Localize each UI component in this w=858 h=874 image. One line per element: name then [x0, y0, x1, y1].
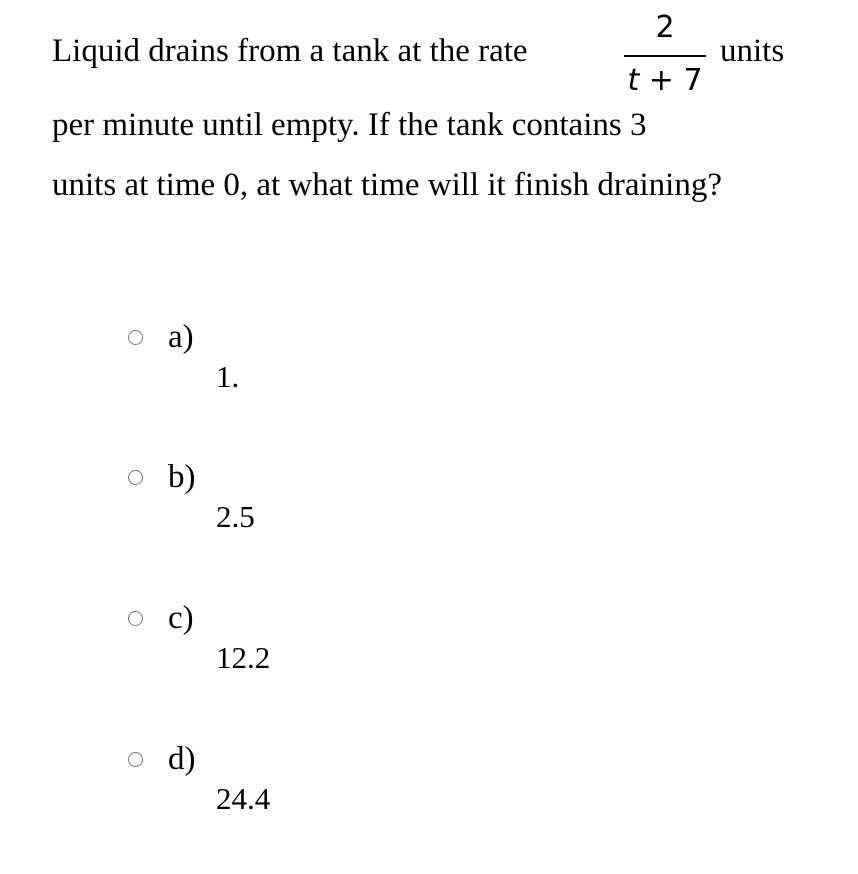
- radio-button-b[interactable]: [128, 470, 143, 485]
- answer-option-b[interactable]: [128, 457, 428, 567]
- answer-option-d[interactable]: [128, 739, 428, 849]
- option-label-a: a): [168, 319, 194, 355]
- radio-button-d[interactable]: [128, 752, 143, 767]
- option-label-b: b): [168, 459, 196, 495]
- fraction-bar: [624, 55, 706, 57]
- option-label-c: c): [168, 600, 194, 636]
- radio-button-a[interactable]: [128, 330, 143, 345]
- question-line-3: units at time 0, at what time will it finish draining?: [52, 167, 722, 203]
- option-value-b: 2.5: [216, 499, 255, 534]
- question-line-1: Liquid drains from a tank at the rate: [52, 33, 528, 69]
- fraction-numerator: 2: [655, 10, 675, 45]
- option-value-a: 1.: [216, 359, 240, 394]
- fraction-denominator: [620, 61, 710, 101]
- option-value-c: 12.2: [216, 640, 271, 675]
- units-word: units: [720, 33, 785, 69]
- radio-button-c[interactable]: [128, 611, 143, 626]
- fraction-variable: t: [627, 63, 640, 98]
- answer-option-a[interactable]: [128, 317, 428, 427]
- rate-fraction: [620, 8, 710, 104]
- option-label-d: d): [168, 741, 196, 777]
- fraction-denominator-rest: + 7: [639, 63, 703, 98]
- option-value-d: 24.4: [216, 781, 271, 816]
- answer-option-c[interactable]: [128, 598, 428, 708]
- question-line-2: per minute until empty. If the tank contains 3: [52, 107, 647, 143]
